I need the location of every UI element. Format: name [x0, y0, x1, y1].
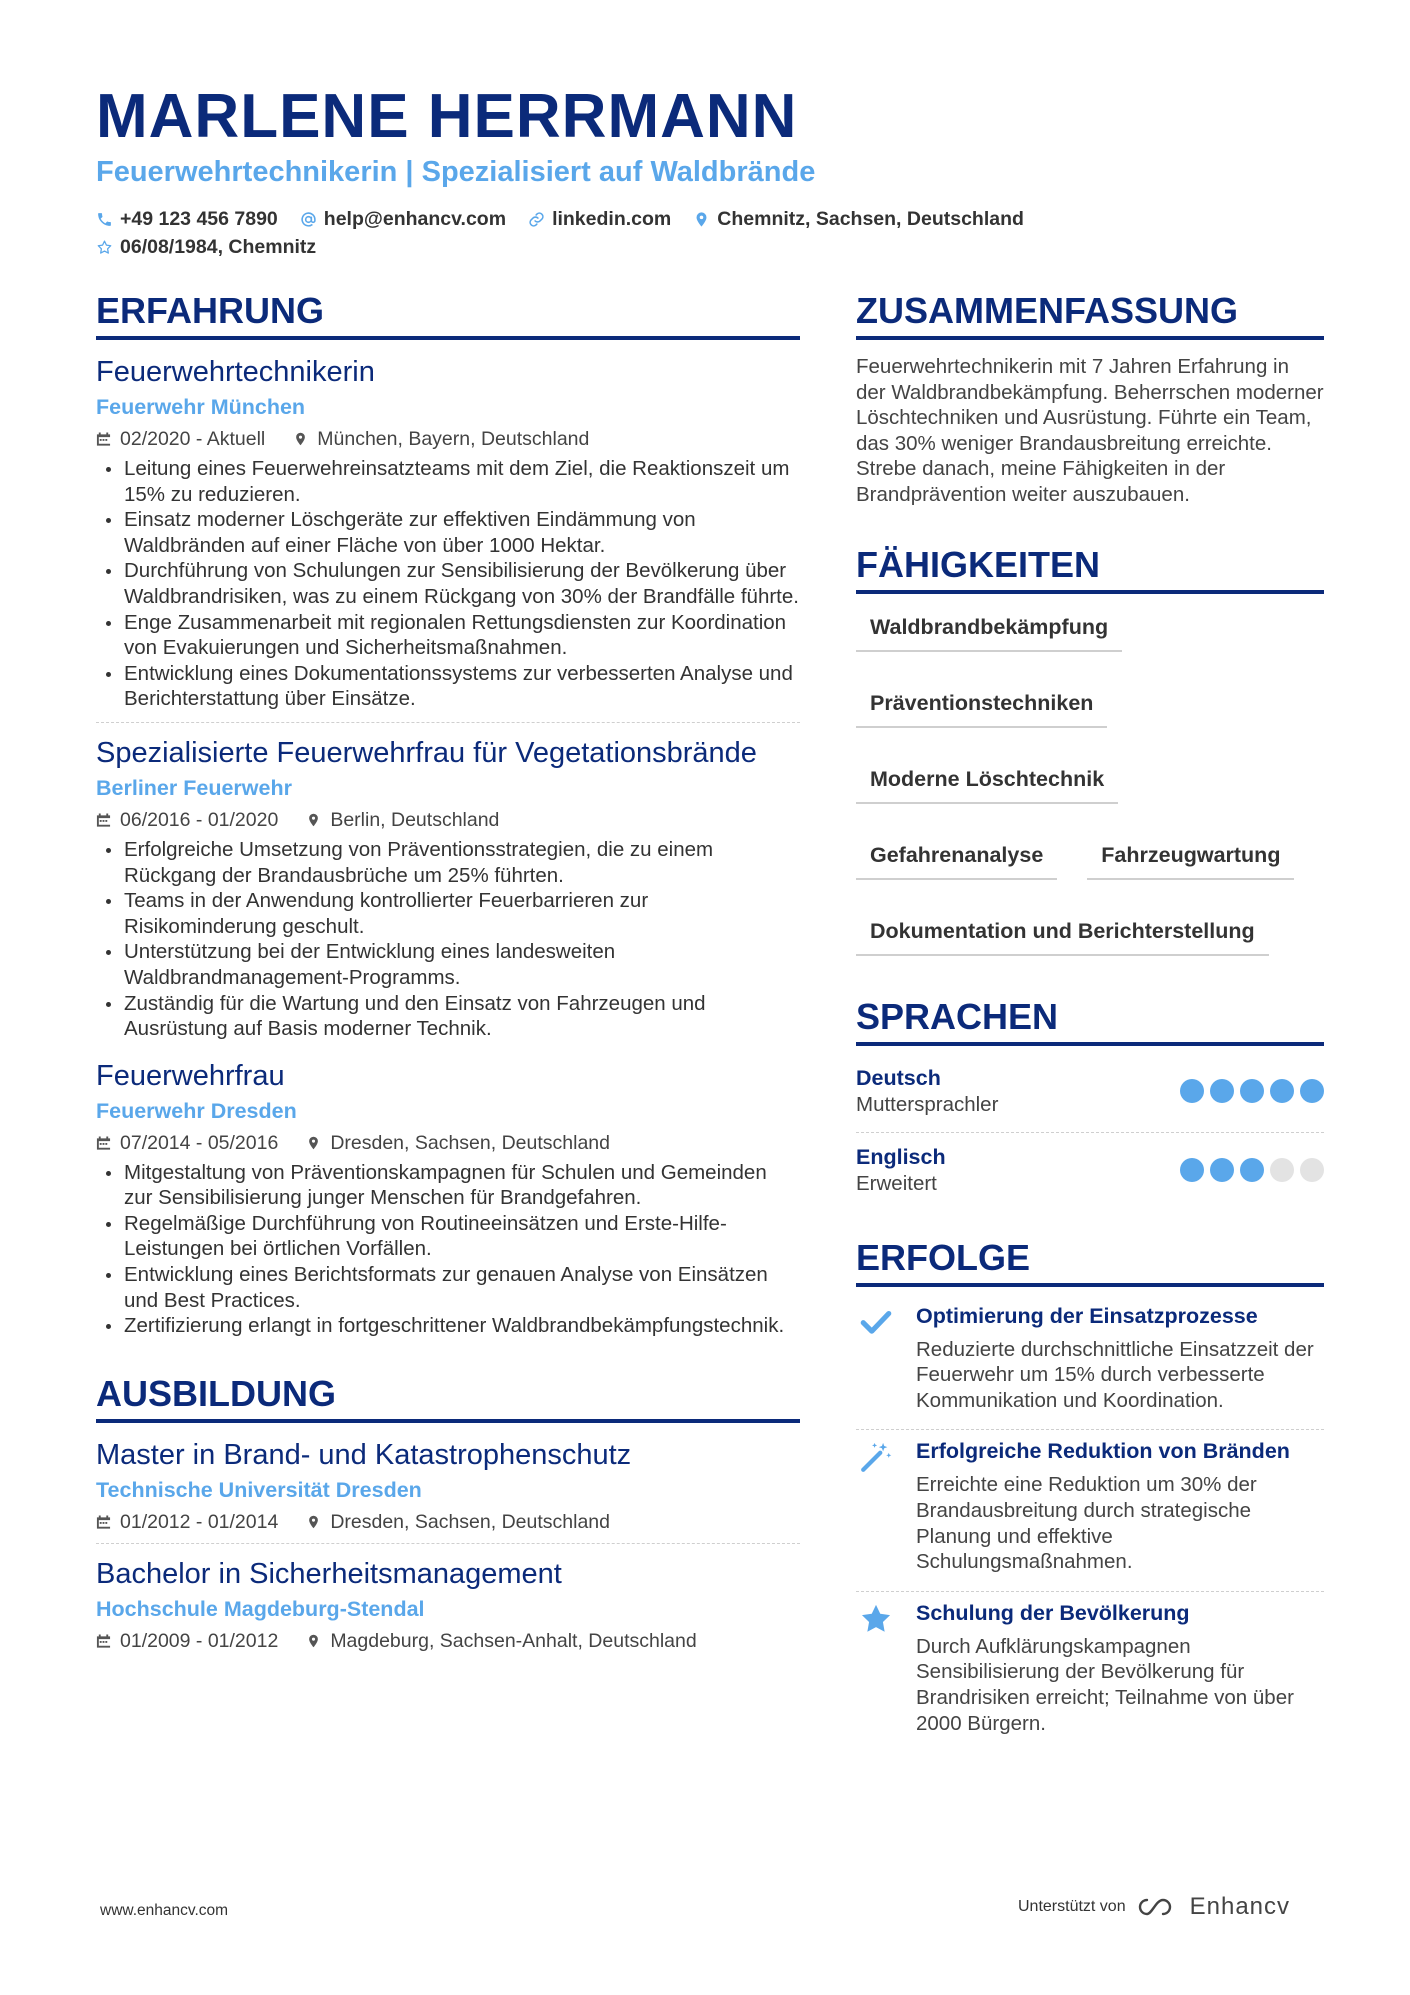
achievement-item: [856, 1301, 1324, 1424]
divider: [856, 1429, 1324, 1430]
education-location: Dresden, Sachsen, Deutschland: [330, 1510, 610, 1533]
contact-location: [693, 206, 1024, 232]
education-heading: AUSBILDUNG: [96, 1373, 800, 1423]
birth-text: 06/08/1984, Chemnitz: [120, 236, 317, 258]
calendar-icon: [96, 431, 111, 447]
contact-linkedin[interactable]: [528, 206, 671, 232]
contact-email[interactable]: [300, 206, 506, 232]
rating-dot-filled: [1240, 1158, 1264, 1182]
bullet-item: Teams in der Anwendung kontrollierter Feuerbarrieren zur Risikominderung geschult.: [96, 888, 800, 939]
bullet-item: Mitgestaltung von Präventionskampagnen für Schulen und Gemeinden zur Sensibilisierung junger Menschen für Brandgefahren.: [96, 1160, 800, 1211]
location-pin-icon: [693, 211, 710, 228]
skills-heading: FÄHIGKEITEN: [856, 544, 1324, 594]
job-location: München, Bayern, Deutschland: [317, 428, 590, 450]
bullet-item: Durchführung von Schulungen zur Sensibilisierung der Bevölkerung über Waldbrandrisiken, was zu einem Rückgang von 30% der Brandfälle führte.: [96, 558, 800, 609]
bullet-item: Erfolgreiche Umsetzung von Präventionsstrategien, die zu einem Rückgang der Brandausbrüche um 25% führten.: [96, 837, 800, 888]
bullet-item: Enge Zusammenarbeit mit regionalen Rettungsdiensten zur Koordination von Evakuierungen und Sicherheitsmaßnahmen.: [96, 610, 800, 661]
contact-birth: [96, 234, 316, 260]
rating-dot-empty: [1270, 1158, 1294, 1182]
location-pin-icon: [306, 812, 321, 828]
skill-tag: Präventionstechniken: [856, 684, 1107, 728]
bullet-item: Entwicklung eines Berichtsformats zur genauen Analyse von Einsätzen und Best Practices.: [96, 1262, 800, 1313]
achievement-item: [856, 1436, 1324, 1584]
check-icon: [859, 1305, 893, 1339]
job-date: 02/2020 - Aktuell: [120, 428, 266, 450]
achievement-text: Erreichte eine Reduktion um 30% der Brandausbreitung durch strategische Planung und effektive Schulungsmaßnahmen.: [916, 1473, 1257, 1574]
skills-list: [856, 608, 1324, 956]
candidate-subtitle: Feuerwehrtechnikerin | Spezialisiert auf Waldbrände: [96, 156, 816, 188]
language-name: Deutsch: [856, 1065, 941, 1090]
rating-dot-empty: [1300, 1158, 1324, 1182]
email-text: help@enhancv.com: [323, 208, 507, 230]
bullet-item: Entwicklung eines Dokumentationssystems zur verbesserten Analyse und Berichterstattung über Einsätze.: [96, 661, 800, 712]
job-entry: [96, 354, 800, 722]
magic-wand-icon: [859, 1440, 893, 1474]
achievement-title: Schulung der Bevölkerung: [916, 1600, 1190, 1625]
achievement-text: Durch Aufklärungskampagnen Sensibilisierung der Bevölkerung für Brandrisiken erreicht; Teilnahme von über 2000 Bürgern.: [916, 1634, 1294, 1735]
company-name: Feuerwehr München: [96, 395, 306, 419]
bullet-item: Unterstützung bei der Entwicklung eines landesweiten Waldbrandmanagement-Programms.: [96, 939, 800, 990]
job-entry: [96, 1058, 800, 1349]
degree-title: Bachelor in Sicherheitsmanagement: [96, 1557, 562, 1590]
location-pin-icon: [293, 431, 308, 447]
job-location: Dresden, Sachsen, Deutschland: [330, 1131, 610, 1154]
achievement-item: [856, 1598, 1324, 1746]
job-location: Berlin, Deutschland: [330, 808, 500, 831]
rating-dot-filled: [1180, 1079, 1204, 1103]
rating-dot-filled: [1270, 1079, 1294, 1103]
rating-dot-filled: [1300, 1079, 1324, 1103]
language-item: [856, 1060, 1324, 1126]
contact-info: [96, 206, 1316, 262]
experience-heading: ERFAHRUNG: [96, 290, 800, 340]
skill-tag: Waldbrandbekämpfung: [856, 608, 1122, 652]
language-item: [856, 1139, 1324, 1205]
summary-text: Feuerwehrtechnikerin mit 7 Jahren Erfahrung in der Waldbrandbekämpfung. Beherrschen moderner Löschtechniken und Ausrüstung. Führte ein Team, das 30% weniger Brandausbreitung erreichte. Strebe danach, meine Fähigkeiten in der Brandprävention weiter auszubauen.: [856, 355, 1324, 506]
achievement-title: Erfolgreiche Reduktion von Bränden: [916, 1439, 1290, 1464]
link-icon: [528, 211, 545, 228]
job-date: 07/2014 - 05/2016: [120, 1131, 279, 1154]
language-rating: [1180, 1158, 1324, 1182]
star-outline-icon: [96, 239, 113, 256]
degree-title: Master in Brand- und Katastrophenschutz: [96, 1438, 632, 1471]
right-column: [856, 290, 1324, 1746]
calendar-icon: [96, 812, 111, 828]
school-name: Technische Universität Dresden: [96, 1477, 422, 1502]
summary-heading: ZUSAMMENFASSUNG: [856, 290, 1324, 340]
bullet-item: Regelmäßige Durchführung von Routineeinsätzen und Erste-Hilfe-Leistungen bei örtlichen Vorfällen.: [96, 1211, 800, 1262]
education-date: 01/2009 - 01/2012: [120, 1629, 279, 1652]
enhancv-logo-icon: [1136, 1896, 1180, 1918]
language-name: Englisch: [856, 1144, 946, 1169]
job-bullets: [96, 1160, 800, 1339]
calendar-icon: [96, 1135, 111, 1151]
location-pin-icon: [306, 1514, 321, 1530]
calendar-icon: [96, 1514, 111, 1530]
job-bullets: [96, 837, 800, 1042]
divider: [856, 1132, 1324, 1133]
achievements-heading: ERFOLGE: [856, 1237, 1324, 1287]
bullet-item: Zuständig für die Wartung und den Einsatz von Fahrzeugen und Ausrüstung auf Basis moderner Technik.: [96, 991, 800, 1042]
company-name: Feuerwehr Dresden: [96, 1098, 297, 1123]
education-entry: [96, 1556, 800, 1664]
candidate-name: MARLENE HERRMANN: [96, 82, 798, 151]
job-title: Spezialisierte Feuerwehrfrau für Vegetationsbrände: [96, 736, 757, 769]
job-title: Feuerwehrtechnikerin: [96, 356, 375, 388]
job-title: Feuerwehrfrau: [96, 1059, 285, 1092]
education-date: 01/2012 - 01/2014: [120, 1510, 279, 1533]
achievement-text: Reduzierte durchschnittliche Einsatzzeit der Feuerwehr um 15% durch verbesserte Kommunikation und Koordination.: [916, 1337, 1314, 1412]
rating-dot-filled: [1210, 1158, 1234, 1182]
bullet-item: Zertifizierung erlangt in fortgeschrittener Waldbrandbekämpfungstechnik.: [96, 1313, 800, 1339]
location-pin-icon: [306, 1633, 321, 1649]
skill-tag: Fahrzeugwartung: [1087, 836, 1294, 880]
job-date: 06/2016 - 01/2020: [120, 808, 279, 831]
school-name: Hochschule Magdeburg-Stendal: [96, 1596, 425, 1621]
company-name: Berliner Feuerwehr: [96, 775, 292, 800]
job-bullets: [96, 456, 800, 712]
language-rating: [1180, 1079, 1324, 1103]
phone-icon: [96, 211, 113, 228]
brand-name: Enhancv: [1189, 1893, 1291, 1920]
star-icon: [859, 1602, 893, 1636]
education-location: Magdeburg, Sachsen-Anhalt, Deutschland: [330, 1629, 697, 1652]
footer-url[interactable]: www.enhancv.com: [100, 1902, 229, 1919]
divider: [96, 1543, 800, 1544]
skill-tag: Dokumentation und Berichterstellung: [856, 912, 1269, 956]
bullet-item: Einsatz moderner Löschgeräte zur effektiven Eindämmung von Waldbränden auf einer Fläche von über 1000 Hektar.: [96, 507, 800, 558]
at-icon: [300, 211, 317, 228]
rating-dot-filled: [1240, 1079, 1264, 1103]
rating-dot-filled: [1180, 1158, 1204, 1182]
rating-dot-filled: [1210, 1079, 1234, 1103]
phone-text: +49 123 456 7890: [120, 208, 278, 230]
location-pin-icon: [306, 1135, 321, 1151]
bullet-item: Leitung eines Feuerwehreinsatzteams mit dem Ziel, die Reaktionszeit um 15% zu reduzieren.: [96, 456, 800, 507]
job-entry: [96, 735, 800, 1052]
skill-tag: Moderne Löschtechnik: [856, 760, 1118, 804]
linkedin-text: linkedin.com: [552, 208, 672, 230]
language-level: Erweitert: [856, 1171, 937, 1195]
footer-brand[interactable]: [1018, 1893, 1290, 1921]
education-entry: [96, 1437, 800, 1543]
divider: [96, 722, 800, 723]
languages-heading: SPRACHEN: [856, 996, 1324, 1046]
divider: [856, 1591, 1324, 1592]
powered-by-text: Unterstützt von: [1018, 1898, 1126, 1915]
achievement-title: Optimierung der Einsatzprozesse: [916, 1303, 1258, 1328]
location-text: Chemnitz, Sachsen, Deutschland: [717, 208, 1024, 230]
skill-tag: Gefahrenanalyse: [856, 836, 1057, 880]
contact-phone[interactable]: [96, 206, 278, 232]
language-level: Muttersprachler: [856, 1092, 999, 1116]
left-column: [96, 290, 800, 1664]
calendar-icon: [96, 1633, 111, 1649]
